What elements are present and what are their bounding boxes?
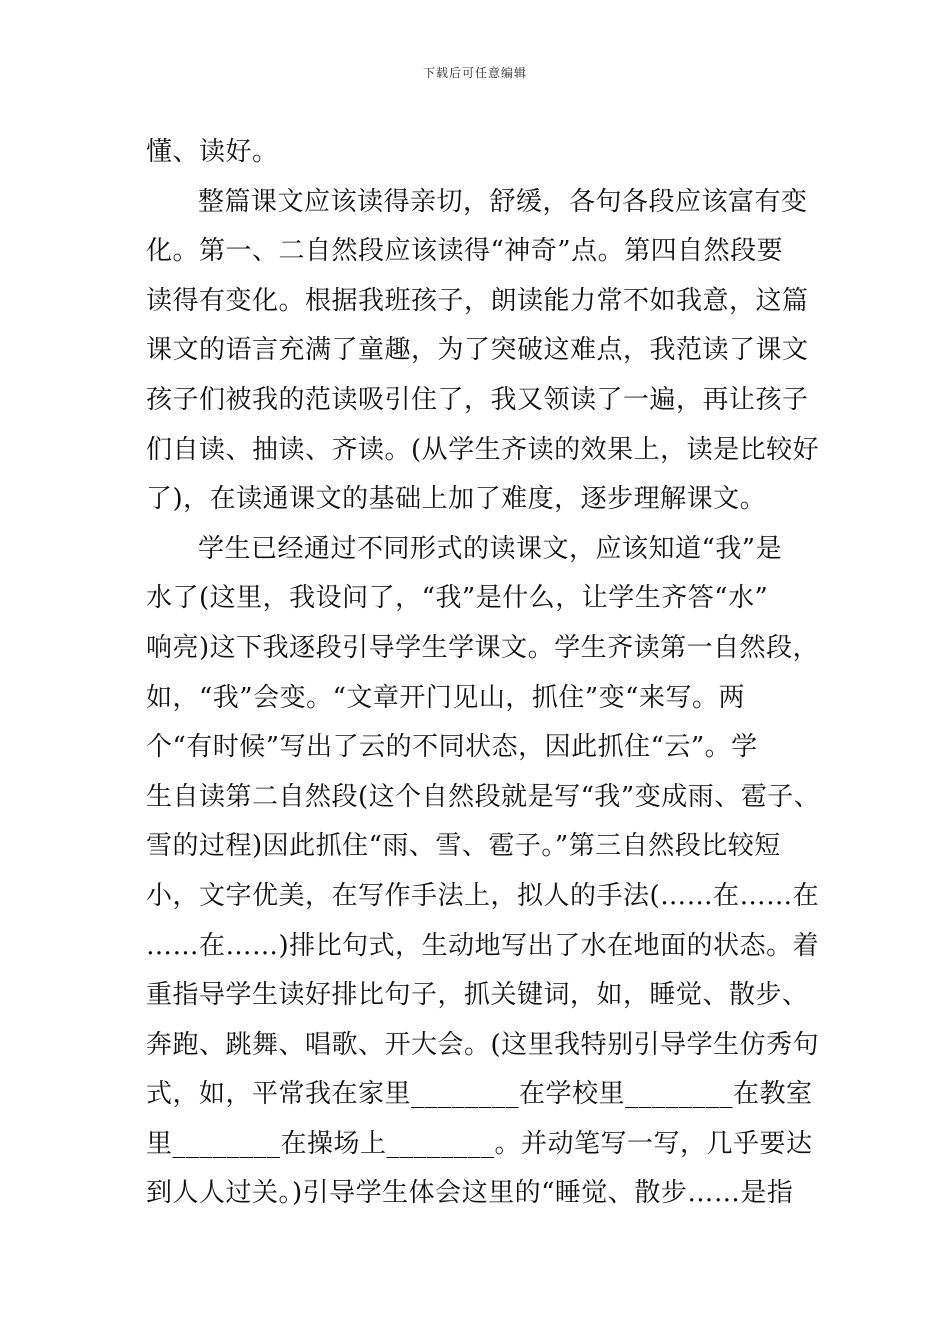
text-line: 雪的过程)因此抓住“雨、雪、雹子。”第三自然段比较短 bbox=[146, 831, 781, 862]
text-line: 们自读、抽读、齐读。(从学生齐读的效果上，读是比较好 bbox=[146, 434, 820, 465]
text-line: 了)，在读通课文的基础上加了难度，逐步理解课文。 bbox=[146, 484, 767, 515]
text-line: 学生已经通过不同形式的读课文，应该知道“我”是 bbox=[198, 533, 783, 564]
text-line: 孩子们被我的范读吸引住了，我又领读了一遍，再让孩子 bbox=[146, 384, 809, 415]
text-line: 整篇课文应该读得亲切，舒缓，各句各段应该富有变 bbox=[198, 186, 808, 217]
text-line: 个“有时候”写出了云的不同状态，因此抓住“云”。学 bbox=[146, 732, 758, 763]
text-line: 式，如，平常我在家里________在学校里________在教室 bbox=[146, 1079, 813, 1110]
text-line: 化。第一、二自然段应该读得“神奇”点。第四自然段要 bbox=[146, 236, 784, 267]
text-line: 课文的语言充满了童趣，为了突破这难点，我范读了课文 bbox=[146, 335, 809, 366]
text-line: 到人人过关。)引导学生体会这里的“睡觉、散步……是指 bbox=[146, 1178, 794, 1209]
text-line: 如，“我”会变。“文章开门见山，抓住”变“来写。两 bbox=[146, 682, 745, 713]
body-text bbox=[146, 128, 836, 1219]
text-line: 重指导学生读好排比句子，抓关键词，如，睡觉、散步、 bbox=[146, 980, 809, 1011]
text-line: 里________在操场上________。并动笔写一写，几乎要达 bbox=[146, 1128, 813, 1159]
text-line: ……在……)排比句式，生动地写出了水在地面的状态。着 bbox=[146, 930, 820, 961]
page-header: 下载后可任意编辑 bbox=[422, 66, 527, 80]
text-line: 水了(这里，我设问了，“我”是什么，让学生齐答“水” bbox=[146, 583, 769, 614]
text-line: 懂、读好。 bbox=[146, 137, 279, 167]
text-line: 奔跑、跳舞、唱歌、开大会。(这里我特别引导学生仿秀句 bbox=[146, 1029, 820, 1060]
text-line: 小，文字优美，在写作手法上，拟人的手法(……在……在 bbox=[146, 880, 820, 911]
text-line: 生自读第二自然段(这个自然段就是写“我”变成雨、雹子、 bbox=[146, 781, 821, 812]
text-line: 读得有变化。根据我班孩子，朗读能力常不如我意，这篇 bbox=[146, 285, 809, 316]
text-line: 响亮)这下我逐段引导学生学课文。学生齐读第一自然段， bbox=[146, 632, 820, 663]
